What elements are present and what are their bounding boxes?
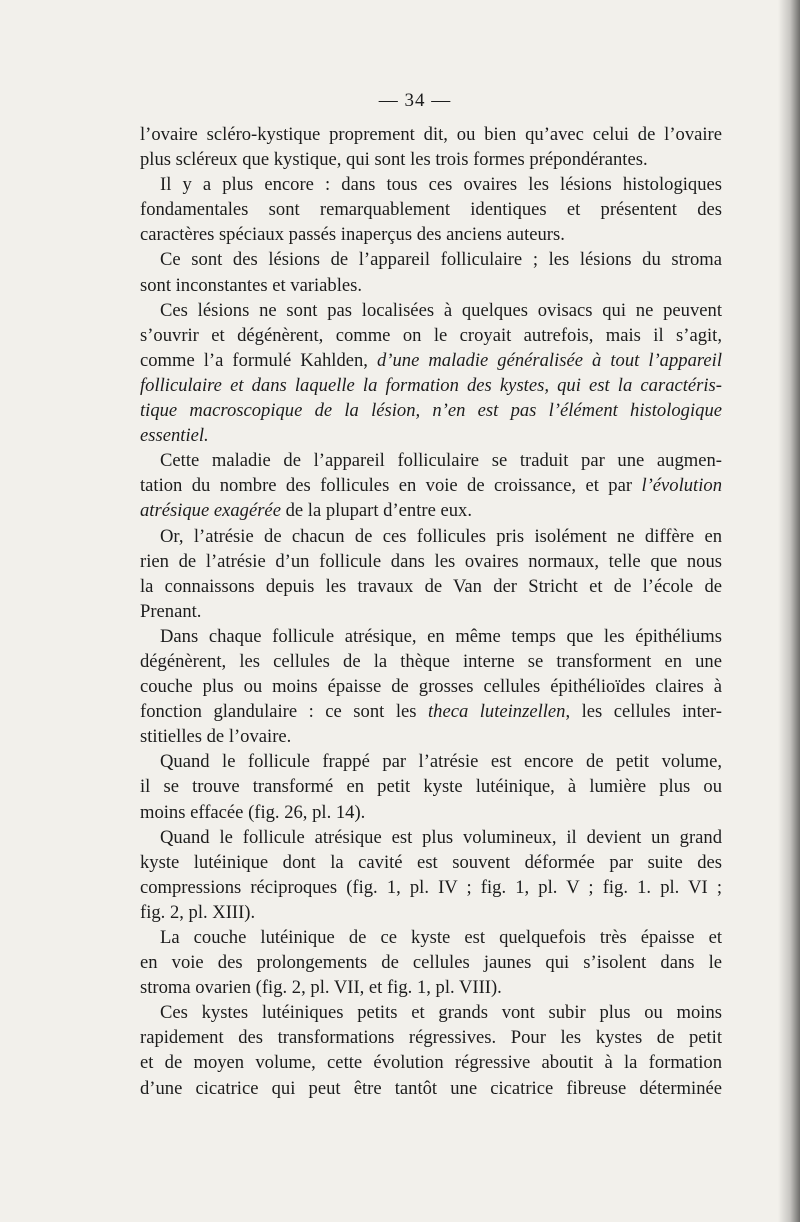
italic-run: tique macroscopique de la lésion, n’en est pas l’élément histologique xyxy=(140,400,722,422)
text-line: s’ouvrir et dégénèrent, comme on le croyait autrefois, mais il s’agit, xyxy=(140,324,722,346)
text-line xyxy=(140,398,722,423)
italic-run: d’une maladie généralisée à tout l’appareil xyxy=(376,349,722,371)
text-line: Quand le follicule frappé par l’atrésie est encore de petit volume, xyxy=(160,751,722,773)
text-line: caractères spéciaux passés inaperçus des anciens auteurs. xyxy=(140,224,565,246)
text-line: moins effacée (fig. 26, pl. 14). xyxy=(140,801,366,823)
text-line: Dans chaque follicule atrésique, en même temps que les épithéliums xyxy=(160,625,722,647)
page-number: — 34 — xyxy=(378,90,452,111)
text-line: rien de l’atrésie d’un follicule dans les ovaires normaux, telle que nous xyxy=(140,550,722,572)
text-line: rapidement des transformations régressives. Pour les kystes de petit xyxy=(140,1027,722,1049)
text-line: d’une cicatrice qui peut être tantôt une cicatrice fibreuse déterminée xyxy=(140,1077,722,1099)
text-line xyxy=(140,373,722,398)
text-line: kyste lutéinique dont la cavité est souvent déformée par suite des xyxy=(140,851,722,873)
text-line: Prenant. xyxy=(140,600,202,622)
text-run: , les cellules inter- xyxy=(565,701,722,723)
text-line xyxy=(140,699,722,724)
text-run: de la plupart d’entre eux. xyxy=(280,500,472,522)
text-line: Ces kystes lutéiniques petits et grands vont subir plus ou moins xyxy=(160,1002,722,1024)
body-text xyxy=(140,122,722,1101)
text-line: Or, l’atrésie de chacun de ces follicules pris isolément ne diffère en xyxy=(160,525,722,547)
text-line: couche plus ou moins épaisse de grosses cellules épithélioïdes claires à xyxy=(140,676,722,698)
text-line: sont inconstantes et variables. xyxy=(140,274,363,296)
text-line: plus scléreux que kystique, qui sont les trois formes prépondérantes. xyxy=(140,149,648,171)
text-line: fig. 2, pl. XIII). xyxy=(140,901,256,923)
text-run: fonction glandulaire : ce sont les xyxy=(140,701,428,723)
text-line: Il y a plus encore : dans tous ces ovaires les lésions histologiques xyxy=(160,174,722,196)
text-line: la connaissons depuis les travaux de Van der Stricht et de l’école de xyxy=(140,575,722,597)
text-line: Ce sont des lésions de l’appareil folliculaire ; les lésions du stroma xyxy=(160,249,722,271)
italic-run: l’évolution xyxy=(641,475,722,497)
text-line: dégénèrent, les cellules de la thèque interne se transforment en une xyxy=(140,650,722,672)
italic-run: atrésique exagérée xyxy=(140,500,281,522)
text-line xyxy=(140,348,722,373)
text-line: l’ovaire scléro-kystique proprement dit, ou bien qu’avec celui de l’ovaire xyxy=(140,124,722,145)
text-run: comme l’a formulé Kahlden, xyxy=(140,349,377,371)
text-line xyxy=(140,498,722,523)
text-line xyxy=(140,473,722,498)
text-line: stroma ovarien (fig. 2, pl. VII, et fig. 1, pl. VIII). xyxy=(140,977,502,999)
italic-run: essentiel. xyxy=(140,425,209,447)
text-line: il se trouve transformé en petit kyste lutéinique, à lumière plus ou xyxy=(140,776,722,798)
text-line: stitielles de l’ovaire. xyxy=(140,726,292,748)
page-edge-shadow xyxy=(778,0,800,1222)
text-line: fondamentales sont remarquablement identiques et présentent des xyxy=(140,199,722,221)
text-line: en voie des prolongements de cellules jaunes qui s’isolent dans le xyxy=(140,952,722,974)
text-line: et de moyen volume, cette évolution régressive aboutit à la formation xyxy=(140,1052,722,1074)
text-line: Cette maladie de l’appareil folliculaire se traduit par une augmen- xyxy=(160,450,722,472)
italic-run: theca luteinzellen xyxy=(427,701,566,723)
text-run: tation du nombre des follicules en voie de croissance, et par xyxy=(140,475,642,497)
text-line: Quand le follicule atrésique est plus volumineux, il devient un grand xyxy=(160,826,722,848)
text-line: Ces lésions ne sont pas localisées à quelques ovisacs qui ne peuvent xyxy=(160,299,722,321)
text-line: compressions réciproques (fig. 1, pl. IV ; fig. 1, pl. V ; fig. 1. pl. VI ; xyxy=(140,876,722,898)
text-line xyxy=(140,423,722,448)
italic-run: folliculaire et dans laquelle la formation des kystes, qui est la caractéris- xyxy=(140,374,722,396)
text-line: La couche lutéinique de ce kyste est quelquefois très épaisse et xyxy=(160,927,722,948)
